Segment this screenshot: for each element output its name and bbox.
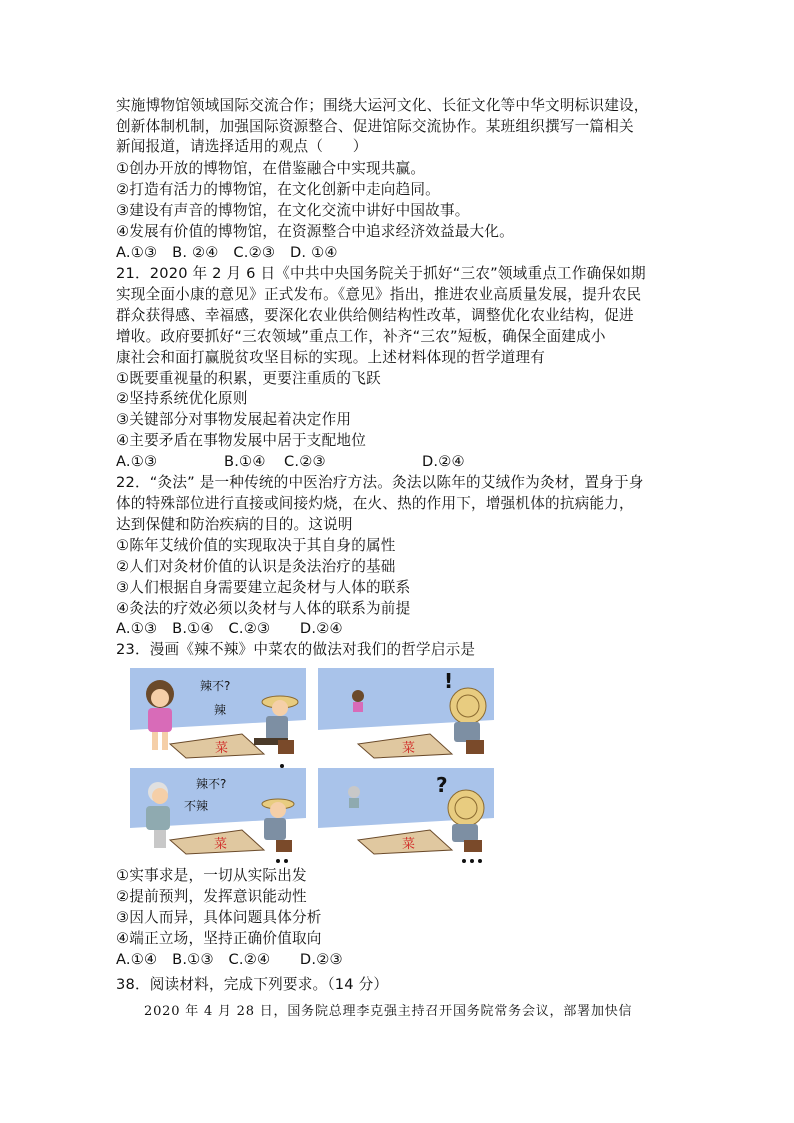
cartoon-panel-4 xyxy=(318,768,494,863)
sign-text: 菜 xyxy=(215,741,229,756)
q38-stem: 38．阅读材料，完成下列要求。（14 分） xyxy=(116,976,389,993)
q21-text-line-4: 增收。政府要抓好“三农领域”重点工作，补齐“三农”短板，确保全面建成小 xyxy=(116,328,606,345)
exclamation-mark: ! xyxy=(444,669,454,693)
speech-question-3: 辣不? xyxy=(196,777,227,791)
q23-item-1: ①实事求是，一切从实际出发 xyxy=(116,867,307,884)
cartoon-panel-2 xyxy=(318,668,494,758)
q20-item-1: ①创办开放的博物馆，在借鉴融合中实现共赢。 xyxy=(116,160,426,177)
cartoon-spicy-or-not xyxy=(130,668,495,863)
cartoon-panel-3 xyxy=(130,768,306,863)
q22-item-2: ②人们对灸材价值的认识是灸法治疗的基础 xyxy=(116,558,396,575)
sign-text: 菜 xyxy=(214,837,228,852)
q20-text-line-2: 创新体制机制，加强国际资源整合、促进馆际交流协作。某班组织撰写一篇相关 xyxy=(116,118,634,135)
q20-text-line-1: 实施博物馆领域国际交流合作；围绕大运河文化、长征文化等中华文明标识建设， xyxy=(116,97,649,114)
q22-options: A.①③ B.①④ C.②③ D.②④ xyxy=(116,620,343,637)
q22-item-1: ①陈年艾绒价值的实现取决于其自身的属性 xyxy=(116,537,396,554)
q23-item-3: ③因人而异，具体问题具体分析 xyxy=(116,909,322,926)
q23-stem: 23．漫画《辣不辣》中菜农的做法对我们的哲学启示是 xyxy=(116,641,476,658)
q21-option-b: B.①④ xyxy=(224,453,266,470)
q38-first-line: 2020 年 4 月 28 日，国务院总理李克强主持召开国务院常务会议，部署加快信 xyxy=(144,1004,633,1019)
q21-option-a: A.①③ xyxy=(116,453,158,470)
q21-text-line-5: 康社会和面打赢脱贫攻坚目标的实现。上述材料体现的哲学道理有 xyxy=(116,349,546,366)
question-mark: ? xyxy=(436,773,448,797)
q21-item-2: ②坚持系统优化原则 xyxy=(116,390,248,407)
q21-option-c: C.②③ xyxy=(284,453,326,470)
q20-item-2: ②打造有活力的博物馆，在文化创新中走向趋同。 xyxy=(116,181,440,198)
q20-options: A.①③ B. ②④ C.②③ D. ①④ xyxy=(116,244,338,261)
q21-options xyxy=(116,452,465,472)
q22-text-line-2: 体的特殊部位进行直接或间接灼烧，在火、热的作用下，增强机体的抗病能力， xyxy=(116,495,634,512)
sign-text: 菜 xyxy=(402,741,416,756)
q20-item-4: ④发展有价值的博物馆，在资源整合中追求经济效益最大化。 xyxy=(116,223,514,240)
q21-option-d: D.②④ xyxy=(422,453,465,470)
q20-text-line-3: 新闻报道，请选择适用的观点（ ） xyxy=(116,138,368,155)
q23-item-2: ②提前预判，发挥意识能动性 xyxy=(116,888,307,905)
q21-item-4: ④主要矛盾在事物发展中居于支配地位 xyxy=(116,432,366,449)
q21-text-line-2: 实现全面小康的意见》正式发布。《意见》指出，推进农业高质量发展，提升农民 xyxy=(116,286,642,303)
q21-item-3: ③关键部分对事物发展起着决定作用 xyxy=(116,411,352,428)
speech-question-1: 辣不? xyxy=(200,679,231,693)
speech-answer-3: 不辣 xyxy=(184,799,209,813)
q23-options: A.①④ B.①③ C.②④ D.②③ xyxy=(116,951,343,968)
q22-text-line-3: 达到保健和防治疾病的目的。这说明 xyxy=(116,516,353,533)
q21-item-1: ①既要重视量的积累，更要注重质的飞跃 xyxy=(116,370,381,387)
q21-text-line-1: 21．2020 年 2 月 6 日《中共中央国务院关于抓好“三农”领域重点工作确保如期 xyxy=(116,265,646,282)
cartoon-panel-1 xyxy=(130,668,306,768)
q22-text-line-1: 22．“灸法” 是一种传统的中医治疗方法。灸法以陈年的艾绒作为灸材，置身于身 xyxy=(116,474,644,491)
q23-item-4: ④端正立场，坚持正确价值取向 xyxy=(116,930,322,947)
q22-item-3: ③人们根据自身需要建立起灸材与人体的联系 xyxy=(116,579,411,596)
q20-item-3: ③建设有声音的博物馆，在文化交流中讲好中国故事。 xyxy=(116,202,470,219)
q21-text-line-3: 群众获得感、幸福感，要深化农业供给侧结构性改革，调整优化农业结构，促进 xyxy=(116,307,634,324)
sign-text: 菜 xyxy=(402,837,416,852)
q22-item-4: ④灸法的疗效必须以灸材与人体的联系为前提 xyxy=(116,600,411,617)
speech-answer-1: 辣 xyxy=(214,703,227,717)
